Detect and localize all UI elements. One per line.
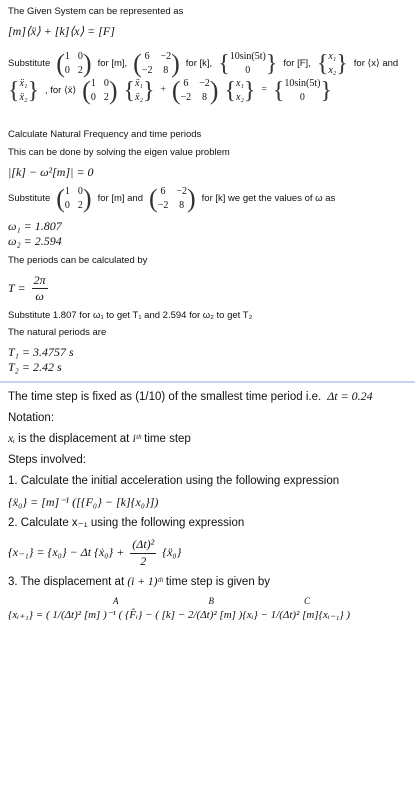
- k-matrix: ( 6 −2 −2 8 ): [133, 49, 180, 79]
- x-vector: { x₁ x₂ }: [316, 50, 348, 78]
- substitute-word: Substitute: [8, 58, 51, 70]
- x-vector-2: { x₁ x₂ }: [224, 77, 256, 105]
- period-formula: [8, 273, 407, 304]
- step-2-text: 2. Calculate x₋₁ using the following expression: [8, 517, 245, 530]
- k-matrix-3: ( 6 −2 −2 8 ): [149, 184, 196, 214]
- substitute-row: [8, 51, 407, 78]
- substitute-word-2: Substitute: [8, 193, 51, 205]
- notation-label: Notation:: [8, 411, 55, 424]
- m-matrix: ( 1 0 0 2 ): [56, 49, 92, 79]
- label-C: C: [304, 596, 311, 607]
- for-m-label: for [m],: [97, 58, 128, 70]
- T2-value: T₂ = 2.42 s: [8, 360, 62, 375]
- acc-vector: { ẍ₁ ẍ₂ }: [123, 77, 155, 105]
- step-1-text: 1. Calculate the initial acceleration using the following expression: [8, 474, 340, 487]
- label-A: A: [113, 596, 119, 607]
- omega2: ω₂ = 2.594: [8, 233, 62, 248]
- for-m-and-label: for [m] and: [97, 193, 144, 205]
- substitute-eigen-row: [8, 186, 407, 213]
- for-x-label: for ⟨x⟩ and: [353, 58, 399, 70]
- time-step-row: [8, 389, 407, 405]
- period-lhs: T =: [8, 280, 26, 295]
- acc-lhs-vector: { ẍ₁ ẍ₂ }: [8, 77, 39, 105]
- natural-frequency-heading: Calculate Natural Frequency and time periods: [8, 128, 202, 140]
- step-2-fraction: $\frac{\text{(Δt)²}}{2}$: [132, 537, 155, 568]
- F-vector: { 10sin(5t) 0 }: [218, 50, 278, 78]
- m-matrix-3: ( 1 0 0 2 ): [56, 184, 92, 214]
- steps-label: Steps involved:: [8, 453, 86, 466]
- notation-text: xᵢ is the displacement at iᵗʰ time step: [8, 432, 191, 445]
- time-step-value: Δt = 0.24: [327, 389, 373, 404]
- step-2-equation: {x₋₁} = {x₀} − Δt {ẋ₀} + $\frac{\text{(Δt)²}}{2}$ {ẍ₀}: [8, 537, 182, 568]
- step-3-labels: [8, 596, 407, 608]
- rhs-vector: { 10sin(5t) 0 }: [272, 77, 332, 105]
- periods-text: The periods can be calculated by: [8, 254, 148, 266]
- section-given-system: [0, 0, 415, 375]
- eigen-text: This can be done by solving the eigen value problem: [8, 146, 230, 158]
- time-step-text: The time step is fixed as (1/10) of the smallest time period i.e.: [8, 390, 322, 403]
- omega1: ω₁ = 1.807: [8, 218, 62, 233]
- T1-value: T₁ = 3.4757 s: [8, 345, 74, 360]
- step-1-equation: {ẍ₀} = [m]⁻¹ ([{F₀} − [k]{x₀}]): [8, 494, 159, 509]
- for-k-label: for [k],: [185, 58, 213, 70]
- for-F-label: for [F],: [283, 58, 311, 70]
- section-time-step: [0, 389, 415, 622]
- heading-given-system: The Given System can be represented as: [8, 6, 184, 17]
- k-matrix-2: ( 6 −2 −2 8 ): [171, 76, 219, 106]
- for-acc-label: , for ⟨ẍ⟩: [44, 85, 77, 97]
- m-matrix-2: ( 1 0 0 2 ): [82, 76, 118, 106]
- acceleration-row: { ẍ₁ ẍ₂ } , for ⟨ẍ⟩ ( 1 0 0 2 ) { ẍ₁ ẍ₂ } + ( 6 −2 −2 8 ) { x₁ x₂ } = { 10sin(5t) 0 }: [8, 76, 332, 106]
- period-fraction: $\frac{2\pi}{\omega}$: [33, 272, 46, 303]
- equation-of-motion: [m]⟨ẍ⟩ + [k]⟨x⟩ = [F]: [8, 23, 115, 38]
- for-k-get-label: for [k] we get the values of ω as: [201, 193, 336, 205]
- label-B: B: [208, 596, 214, 607]
- step-3-equation: {xᵢ₊₁} = ( 1/(Δt)² [m] )⁻¹ ( {F̂ᵢ} − ( [k] − 2/(Δt)² [m] ){xᵢ} − 1/(Δt)² [m]{xᵢ₋₁} ): [8, 608, 351, 621]
- natural-periods-text: The natural periods are: [8, 327, 107, 339]
- eigen-equation: |[k] − ω²[m]| = 0: [8, 164, 94, 179]
- substitute-periods-text: Substitute 1.807 for ω₁ to get T₁ and 2.594 for ω₂ to get T₂: [8, 309, 253, 321]
- step-3-text: 3. The displacement at (i + 1)ᵗʰ time step is given by: [8, 576, 271, 589]
- section-divider: [0, 381, 415, 383]
